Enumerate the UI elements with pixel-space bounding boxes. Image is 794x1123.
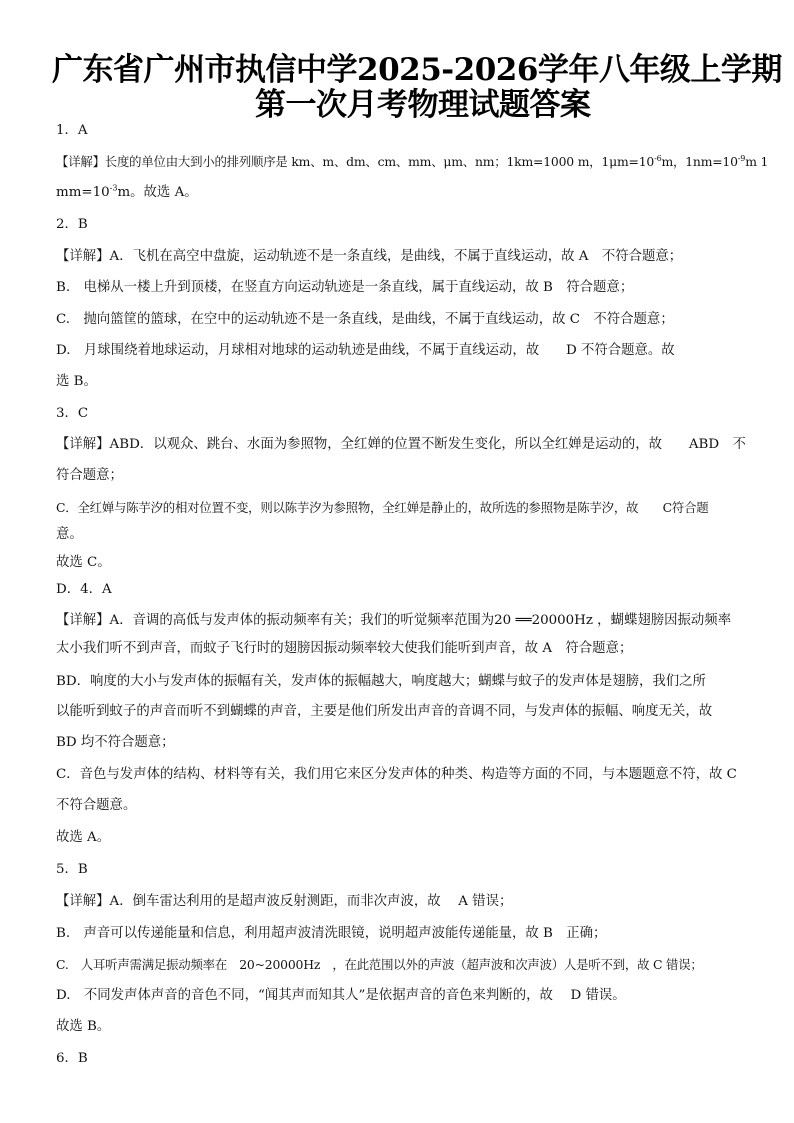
explanation-line: D. 不同发声体声音的音色不同，“闻其声而知其人”是依据声音的音色来判断的，故 D 错误。 xyxy=(56,988,626,1003)
explanation-line: C．音色与发声体的结构、材料等有关，我们用它来区分发声体的种类、构造等方面的不同，与本题题意不符，故 C xyxy=(56,767,737,782)
answer-number: 6．B xyxy=(56,1051,88,1066)
explanation-line: $mm=10^{-3}m$。故选 A。 xyxy=(56,183,198,200)
explanation-line: 故选 B。 xyxy=(56,1019,111,1034)
explanation-line: 意。 xyxy=(56,527,83,542)
explanation-line: C．全红婵与陈芋汐的相对位置不变，则以陈芋汐为参照物，全红婵是静止的，故所选的参照物是陈芋汐，故 C符合题 xyxy=(56,500,709,515)
document-subtitle: 第一次月考物理试题答案 xyxy=(255,87,591,123)
explanation-line: 【详解】长度的单位由大到小的排列顺序是 km、m、dm、cm、mm、μm、nm；1km=1000 m，$1\mu m=10^{-6}m$，$1nm=10^{-9}m$ 1 xyxy=(56,153,769,169)
explanation-line: 选 B。 xyxy=(56,374,97,389)
explanation-line: BD．响度的大小与发声体的振幅有关，发声体的振幅越大，响度越大；蝴蝶与蚊子的发声体是翅膀，我们之所 xyxy=(56,674,706,689)
explanation-line: C. 抛向篮筐的篮球，在空中的运动轨迹不是一条直线，是曲线，不属于直线运动，故 C 不符合题意； xyxy=(56,312,674,327)
explanation-line: B. 声音可以传递能量和信息，利用超声波清洗眼镜，说明超声波能传递能量，故 B 正确； xyxy=(56,926,607,941)
answer-number: 5．B xyxy=(56,862,88,877)
explanation-line: 【详解】A．音调的高低与发声体的振动频率有关；我们的听觉频率范围为20 ══20000Hz ，蝴蝶翅膀因振动频率 xyxy=(56,613,732,628)
explanation-line: 太小我们听不到声音，而蚊子飞行时的翅膀因振动频率较大使我们能听到声音，故 A 符合题意； xyxy=(56,641,633,656)
explanation-line: B. 电梯从一楼上升到顶楼，在竖直方向运动轨迹是一条直线，属于直线运动，故 B 符合题意； xyxy=(56,280,634,295)
document-title: 广东省广州市执信中学2025-2026学年八年级上学期 xyxy=(52,52,782,88)
answer-number: 2．B xyxy=(56,217,88,232)
explanation-line: 故选 C。 xyxy=(56,555,111,570)
explanation-line: 【详解】A．飞机在高空中盘旋，运动轨迹不是一条直线，是曲线，不属于直线运动，故 A 不符合题意； xyxy=(56,249,683,264)
explanation-line: D. 月球围绕着地球运动，月球相对地球的运动轨迹是曲线，不属于直线运动，故 D 不符合题意。故 xyxy=(56,343,675,358)
explanation-line: 符合题意； xyxy=(56,468,123,483)
explanation-line: BD 均不符合题意； xyxy=(56,735,175,750)
explanation-line: 【详解】A．倒车雷达利用的是超声波反射测距，而非次声波，故 A 错误； xyxy=(56,894,513,909)
explanation-line: 不符合题意。 xyxy=(56,798,137,813)
answer-number: 1．A xyxy=(56,123,88,138)
answer-number: D．4．A xyxy=(56,582,112,597)
answer-number: 3．C xyxy=(56,406,89,421)
explanation-line: 故选 A。 xyxy=(56,830,111,845)
explanation-line: C. 人耳听声需满足振动频率在 20~20000Hz ，在此范围以外的声波（超声波和次声波）人是听不到，故 C 错误； xyxy=(56,957,703,972)
explanation-line: 【详解】ABD．以观众、跳台、水面为参照物，全红婵的位置不断发生变化，所以全红婵是运动的，故 ABD 不 xyxy=(56,437,746,452)
explanation-line: 以能听到蚊子的声音而听不到蝴蝶的声音，主要是他们所发出声音的音调不同，与发声体的振幅、响度无关，故 xyxy=(56,704,713,719)
